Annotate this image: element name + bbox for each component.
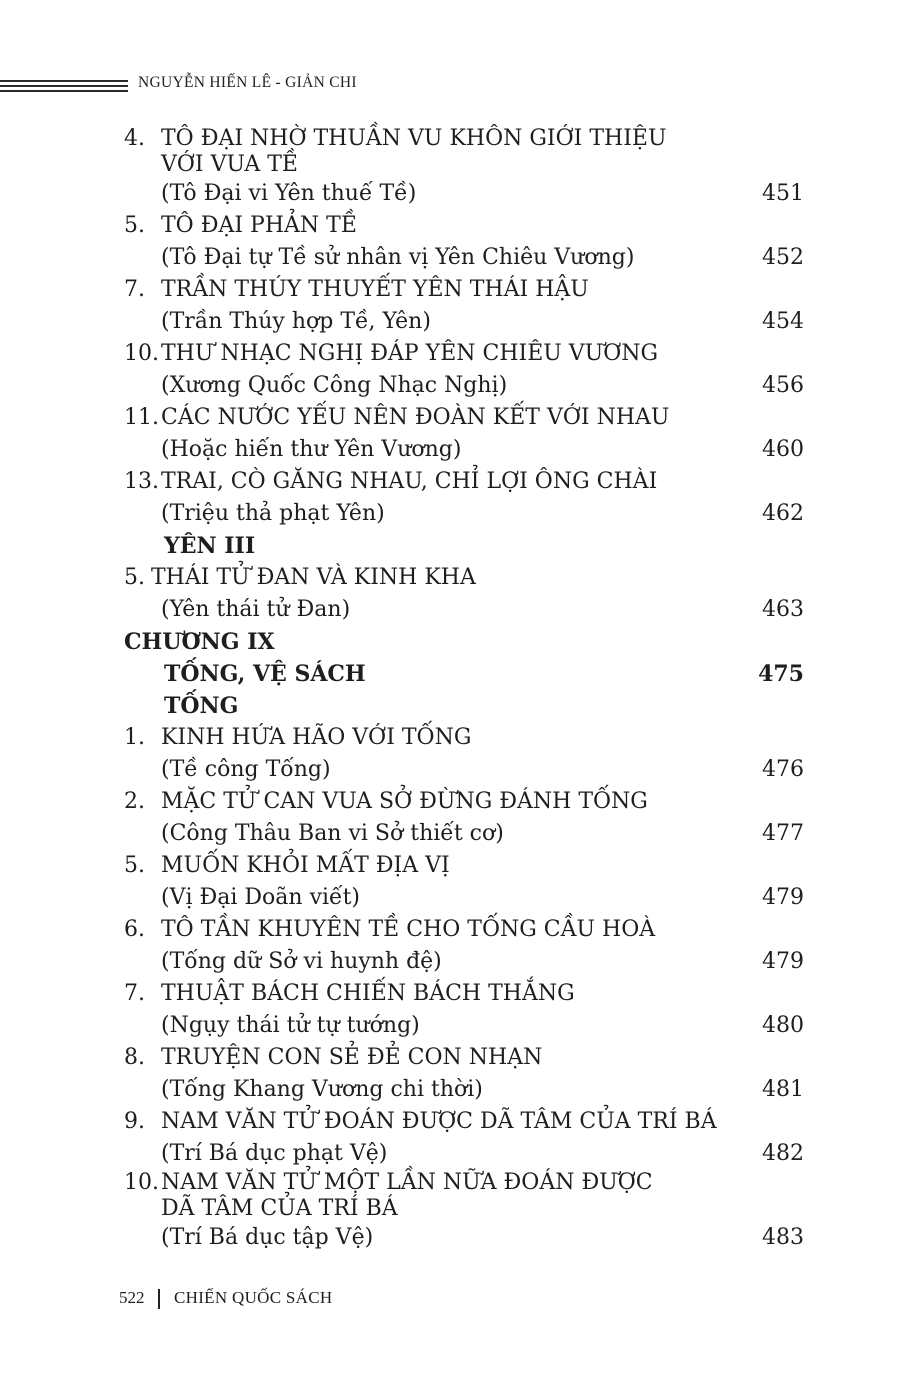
running-header: [0, 74, 919, 100]
toc-entry: [0, 1170, 919, 1196]
entry-page: 451: [762, 181, 804, 206]
entry-title: NAM VĂN TỬ MỘT LẦN NỮA ĐOÁN ĐƯỢC: [161, 1170, 653, 1195]
entry-page: 476: [762, 757, 804, 782]
chapter-label-row: [0, 626, 919, 658]
section-heading-row: [0, 530, 919, 562]
toc-entry: [0, 274, 919, 306]
running-footer: [0, 1284, 919, 1314]
toc-subtitle-row: [0, 1074, 919, 1106]
entry-page: 477: [762, 821, 804, 846]
toc-subtitle-row: [0, 594, 919, 626]
toc-entry: [0, 722, 919, 754]
footer-divider: [158, 1289, 160, 1309]
toc-entry-continued: [0, 1196, 919, 1222]
entry-title: MẶC TỬ CAN VUA SỞ ĐỪNG ĐÁNH TỐNG: [161, 789, 648, 814]
entry-subtitle: (Tề công Tống): [161, 757, 331, 782]
entry-page: 479: [762, 885, 804, 910]
toc-subtitle-row: [0, 1138, 919, 1170]
toc-entry: [0, 914, 919, 946]
entry-subtitle: (Ngụy thái tử tự tướng): [161, 1013, 420, 1038]
chapter-label: CHƯƠNG IX: [124, 629, 275, 655]
toc-subtitle-row: [0, 754, 919, 786]
entry-page: 452: [762, 245, 804, 270]
toc-subtitle-row: [0, 882, 919, 914]
section-heading-row: [0, 690, 919, 722]
entry-page: 463: [762, 597, 804, 622]
toc-entry: [0, 978, 919, 1010]
entry-title: THƯ NHẠC NGHỊ ĐÁP YÊN CHIÊU VƯƠNG: [161, 341, 659, 366]
entry-number: 5.: [124, 213, 145, 238]
entry-title: KINH HỨA HÃO VỚI TỐNG: [161, 725, 472, 750]
entry-page: 456: [762, 373, 804, 398]
toc-subtitle-row: [0, 370, 919, 402]
toc-entry: [0, 786, 919, 818]
toc-subtitle-row: [0, 434, 919, 466]
entry-number: 6.: [124, 917, 145, 942]
entry-number: 5.: [124, 565, 145, 590]
entry-title-continued: DÃ TÂM CỦA TRÍ BÁ: [161, 1196, 398, 1221]
entry-title: CÁC NƯỚC YẾU NÊN ĐOÀN KẾT VỚI NHAU: [161, 405, 670, 430]
table-of-contents: [0, 126, 919, 1254]
entry-subtitle: (Tô Đại tự Tề sử nhân vị Yên Chiêu Vương): [161, 245, 635, 270]
entry-number: 11.: [124, 405, 159, 430]
header-rule-lines: [0, 80, 128, 95]
toc-subtitle-row: [0, 946, 919, 978]
entry-subtitle: (Trí Bá dục tập Vệ): [161, 1225, 374, 1250]
entry-page: 479: [762, 949, 804, 974]
entry-subtitle: (Triệu thả phạt Yên): [161, 501, 385, 526]
entry-page: 482: [762, 1141, 804, 1166]
toc-subtitle-row: [0, 306, 919, 338]
entry-number: 10.: [124, 1170, 159, 1195]
toc-entry: [0, 466, 919, 498]
toc-subtitle-row: [0, 1222, 919, 1254]
toc-entry: [0, 1042, 919, 1074]
entry-page: 483: [762, 1225, 804, 1250]
entry-subtitle: (Vị Đại Doãn viết): [161, 885, 360, 910]
entry-number: 13.: [124, 469, 159, 494]
entry-subtitle: (Xương Quốc Công Nhạc Nghị): [161, 373, 508, 398]
entry-page: 460: [762, 437, 804, 462]
entry-title: TÔ TẦN KHUYÊN TỀ CHO TỐNG CẦU HOÀ: [161, 917, 656, 942]
chapter-title-row: [0, 658, 919, 690]
toc-subtitle-row: [0, 818, 919, 850]
toc-entry: [0, 338, 919, 370]
toc-subtitle-row: [0, 178, 919, 210]
entry-number: 7.: [124, 981, 145, 1006]
author-header: NGUYỄN HIẾN LÊ - GIẢN CHI: [138, 74, 357, 91]
entry-subtitle: (Hoặc hiến thư Yên Vương): [161, 437, 462, 462]
toc-subtitle-row: [0, 498, 919, 530]
entry-subtitle: (Tô Đại vi Yên thuế Tề): [161, 181, 417, 206]
toc-subtitle-row: [0, 1010, 919, 1042]
section-heading: YÊN III: [164, 533, 256, 559]
entry-page: 481: [762, 1077, 804, 1102]
entry-subtitle: (Trần Thúy hợp Tề, Yên): [161, 309, 431, 334]
entry-number: 8.: [124, 1045, 145, 1070]
entry-number: 4.: [124, 126, 145, 151]
entry-number: 7.: [124, 277, 145, 302]
chapter-title: TỐNG, VỆ SÁCH: [164, 661, 366, 687]
entry-number: 5.: [124, 853, 145, 878]
section-heading: TỐNG: [164, 693, 239, 719]
book-title-footer: CHIẾN QUỐC SÁCH: [174, 1288, 333, 1307]
entry-title: THÁI TỬ ĐAN VÀ KINH KHA: [151, 565, 476, 590]
entry-title: THUẬT BÁCH CHIẾN BÁCH THẮNG: [161, 981, 575, 1006]
entry-title: TRUYỆN CON SẺ ĐẺ CON NHẠN: [161, 1045, 543, 1070]
chapter-page: 475: [758, 661, 804, 687]
toc-entry: [0, 850, 919, 882]
entry-title: TRAI, CÒ GĂNG NHAU, CHỈ LỢI ÔNG CHÀI: [161, 469, 658, 494]
entry-number: 2.: [124, 789, 145, 814]
entry-page: 454: [762, 309, 804, 334]
entry-number: 9.: [124, 1109, 145, 1134]
toc-entry: [0, 1106, 919, 1138]
entry-subtitle: (Tống dữ Sở vi huynh đệ): [161, 949, 442, 974]
page-number: 522: [119, 1288, 145, 1307]
entry-page: 462: [762, 501, 804, 526]
toc-subtitle-row: [0, 242, 919, 274]
entry-number: 10.: [124, 341, 159, 366]
toc-entry: [0, 126, 919, 152]
entry-number: 1.: [124, 725, 145, 750]
entry-page: 480: [762, 1013, 804, 1038]
entry-title: TRẦN THÚY THUYẾT YÊN THÁI HẬU: [161, 277, 589, 302]
entry-subtitle: (Tống Khang Vương chi thời): [161, 1077, 483, 1102]
toc-entry-continued: [0, 152, 919, 178]
entry-subtitle: (Yên thái tử Đan): [161, 597, 351, 622]
toc-entry: [0, 210, 919, 242]
entry-title-continued: VỚI VUA TỀ: [161, 152, 298, 177]
entry-title: TÔ ĐẠI PHẢN TỀ: [161, 213, 357, 238]
entry-title: TÔ ĐẠI NHỜ THUẦN VU KHÔN GIỚI THIỆU: [161, 126, 667, 151]
entry-subtitle: (Công Thâu Ban vi Sở thiết cơ): [161, 821, 504, 846]
toc-entry: [0, 402, 919, 434]
entry-title: NAM VĂN TỬ ĐOÁN ĐƯỢC DÃ TÂM CỦA TRÍ BÁ: [161, 1109, 717, 1134]
toc-entry: [0, 562, 919, 594]
entry-subtitle: (Trí Bá dục phạt Vệ): [161, 1141, 388, 1166]
entry-title: MUỐN KHỎI MẤT ĐỊA VỊ: [161, 853, 450, 878]
